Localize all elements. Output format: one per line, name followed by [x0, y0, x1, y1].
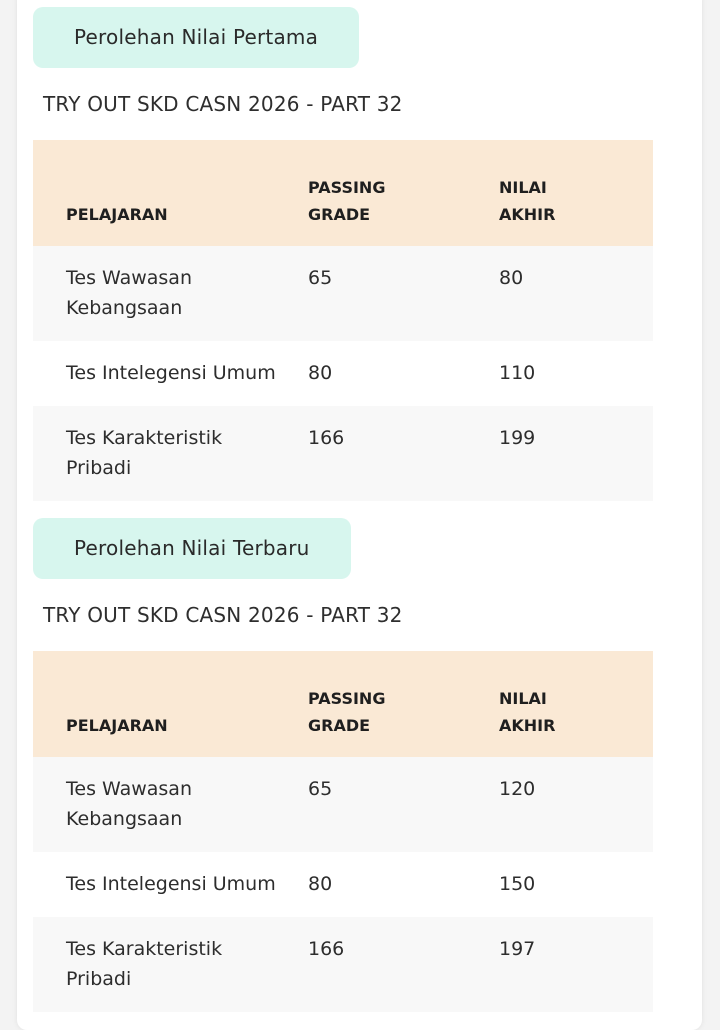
score-section-latest: [33, 518, 653, 1012]
passing-grade-cell: 65: [308, 778, 333, 800]
table-row: [33, 406, 653, 501]
table-row: [33, 341, 653, 406]
final-score-cell: 110: [499, 362, 536, 384]
column-header-subject: PELAJARAN: [66, 205, 168, 224]
final-score-cell: 120: [499, 778, 536, 800]
table-row: [33, 852, 653, 917]
score-section-first: [33, 7, 653, 501]
passing-grade-cell: 166: [308, 427, 345, 449]
score-table: [33, 140, 653, 501]
column-header-passing-grade: PASSING GRADE: [308, 689, 386, 735]
table-row: [33, 917, 653, 1012]
tryout-title: TRY OUT SKD CASN 2026 - PART 32: [43, 92, 403, 116]
final-score-cell: 199: [499, 427, 536, 449]
table-row: [33, 246, 653, 341]
column-header-subject: PELAJARAN: [66, 716, 168, 735]
final-score-cell: 197: [499, 938, 536, 960]
subject-cell: Tes Karakteristik Pribadi: [66, 938, 223, 990]
tryout-title: TRY OUT SKD CASN 2026 - PART 32: [43, 603, 403, 627]
subject-cell: Tes Wawasan Kebangsaan: [66, 267, 192, 319]
passing-grade-cell: 65: [308, 267, 333, 289]
final-score-cell: 150: [499, 873, 536, 895]
column-header-final-score: NILAI AKHIR: [499, 178, 556, 224]
subject-cell: Tes Karakteristik Pribadi: [66, 427, 223, 479]
passing-grade-cell: 80: [308, 873, 333, 895]
subject-cell: Tes Intelegensi Umum: [66, 362, 276, 384]
passing-grade-cell: 80: [308, 362, 333, 384]
column-header-passing-grade: PASSING GRADE: [308, 178, 386, 224]
section-title-pill: Perolehan Nilai Terbaru: [33, 518, 351, 579]
table-row: [33, 757, 653, 852]
table-header-row: [33, 140, 653, 246]
column-header-final-score: NILAI AKHIR: [499, 689, 556, 735]
score-table: [33, 651, 653, 1012]
subject-cell: Tes Intelegensi Umum: [66, 873, 276, 895]
passing-grade-cell: 166: [308, 938, 345, 960]
final-score-cell: 80: [499, 267, 524, 289]
table-header-row: [33, 651, 653, 757]
section-title-pill: Perolehan Nilai Pertama: [33, 7, 359, 68]
subject-cell: Tes Wawasan Kebangsaan: [66, 778, 192, 830]
